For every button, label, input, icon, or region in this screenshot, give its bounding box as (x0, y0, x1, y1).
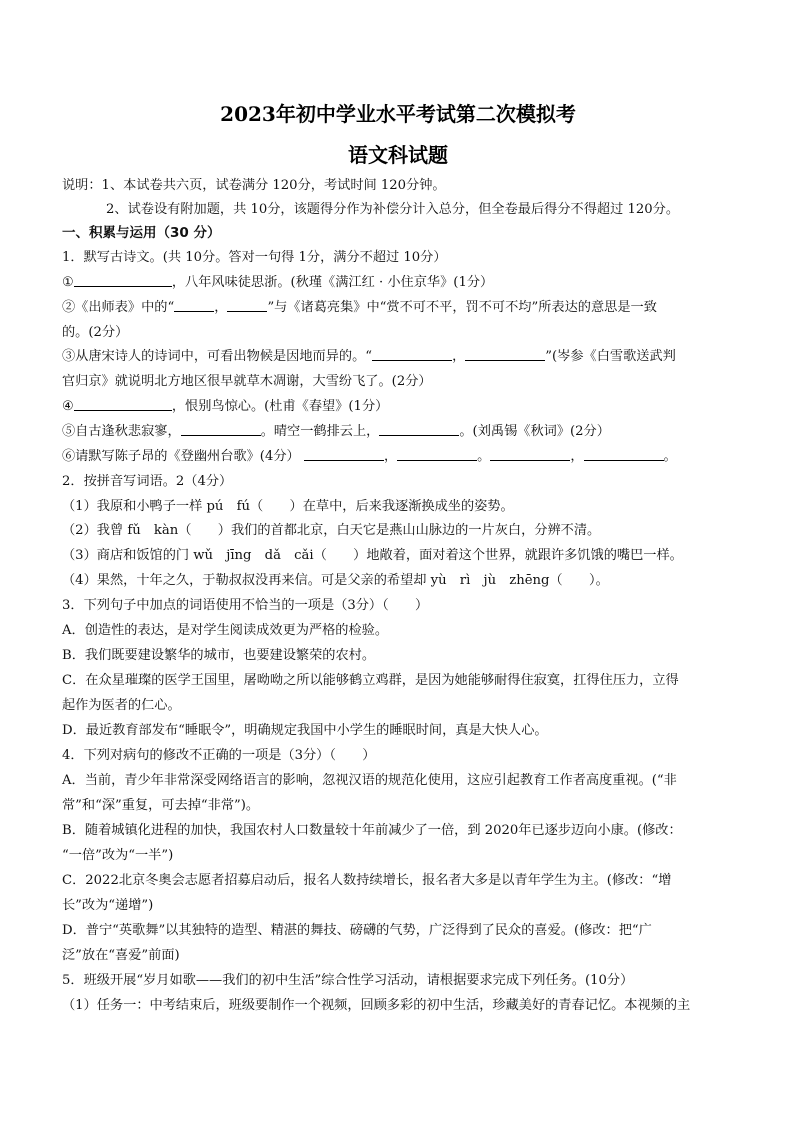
comma: ， (214, 300, 228, 315)
q1-item-4-text: ，恨别鸟惊心。(杜甫《春望》(1分） (171, 399, 389, 414)
answer-blank[interactable] (397, 448, 477, 461)
q1-item-5 (62, 423, 734, 441)
answer-blank[interactable] (465, 348, 545, 361)
q4-option-b: B．随着城镇化进程的加快，我国农村人口数量较十年前减少了一倍，到 2020年已逐步迈向小康。(修改： (62, 823, 682, 838)
q1-item-5-text: ⑤自古逢秋悲寂寥， (62, 424, 181, 439)
q1-item-2-cont: 的。(2分） (62, 325, 129, 340)
q1-item-3-cont: 官归京》就说明北方地区很早就草木凋谢，大雪纷飞了。(2分） (62, 374, 432, 389)
q1-item-3 (62, 348, 734, 366)
q4-option-b-cont: “一倍”改为“一半”) (62, 848, 174, 863)
answer-blank[interactable] (584, 448, 664, 461)
q1-item-1-num: ① (62, 275, 74, 290)
q1-item-6-text: ⑥请默写陈子昂的《登幽州台歌》(4分） (62, 449, 300, 464)
answer-blank[interactable] (74, 398, 172, 411)
comma: ， (452, 349, 466, 364)
q2-item-3: （3）商店和饭馆的门 wǔ jīng dǎ cǎi（ ）地敞着，面对着这个世界，就跟许多饥饿的嘴巴一样。 (62, 548, 683, 563)
note-2: 2、试卷设有附加题，共 10分，该题得分作为补偿分计入总分，但全卷最后得分不得超过 120分。 (106, 202, 680, 217)
q1-item-5-text-mid: 。晴空一鹤排云上， (260, 424, 380, 439)
q5-task-1: （1）任务一：中考结束后，班级要制作一个视频，回顾多彩的初中生活，珍藏美好的青春记忆。本视频的主 (62, 998, 691, 1013)
comma: ， (570, 449, 584, 464)
answer-blank[interactable] (304, 448, 384, 461)
answer-blank[interactable] (227, 299, 267, 312)
q4-option-c: C．2022北京冬奥会志愿者招募启动后，报名人数持续增长，报名者大多是以青年学生为主。(修改：“增 (62, 873, 672, 888)
q1-item-1-text: ，八年风味徒思浙。(秋瑾《满江红 · 小住京华》(1分） (171, 275, 494, 290)
q4-stem: 4．下列对病句的修改不正确的一项是（3分）（ ） (62, 748, 376, 763)
answer-blank[interactable] (74, 274, 172, 287)
q1-stem: 1．默写古诗文。(共 10分。答对一句得 1分，满分不超过 10分） (62, 250, 447, 265)
q1-item-3-text-end: ”(岑参《白雪歌送武判 (545, 349, 676, 364)
q1-item-5-text-end: 。(刘禹锡《秋词》(2分） (459, 424, 610, 439)
note-1: 说明：1、本试卷共六页，试卷满分 120分，考试时间 120分钟。 (62, 178, 446, 193)
q2-stem: 2．按拼音写词语。2（4分） (62, 474, 233, 489)
q1-item-2-text: ②《出师表》中的“ (62, 300, 175, 315)
q2-item-4: （4）果然，十年之久，于勒叔叔没再来信。可是父亲的希望却 yù rì jù zhēng（ ）。 (62, 573, 609, 588)
q1-item-6 (62, 448, 734, 466)
q4-option-d: D．普宁“英歌舞”以其独特的造型、精湛的舞技、磅礴的气势，广泛得到了民众的喜爱。(修改：把“广 (62, 923, 652, 938)
q4-option-a-cont: 常”和“深”重复，可去掉“非常”)。 (62, 798, 260, 813)
q5-stem: 5．班级开展“岁月如歌——我们的初中生活”综合性学习活动，请根据要求完成下列任务。(10分） (62, 973, 634, 988)
answer-blank[interactable] (490, 448, 570, 461)
q3-option-c: C．在众星璀璨的医学王国里，屠呦呦之所以能够鹤立鸡群，是因为她能够耐得住寂寞，扛得住压力，立得 (62, 673, 679, 688)
q3-option-b: B．我们既要建设繁华的城市，也要建设繁荣的农村。 (62, 648, 376, 663)
section-heading: 一、积累与运用（30 分） (62, 225, 221, 241)
q2-item-1: （1）我原和小鸭子一样 pú fú（ ）在草中，后来我逐渐换成坐的姿势。 (62, 499, 514, 514)
q1-item-2 (62, 299, 734, 317)
answer-blank[interactable] (379, 423, 459, 436)
q2-item-2: （2）我曾 fǔ kàn（ ）我们的首都北京，白天它是燕山山脉边的一片灰白，分辨不清。 (62, 523, 601, 538)
answer-blank[interactable] (181, 423, 261, 436)
q1-item-4 (62, 398, 734, 416)
comma: ， (383, 449, 398, 464)
answer-blank[interactable] (174, 299, 214, 312)
q4-option-c-cont: 长”改为“递增”) (62, 898, 154, 913)
q1-item-3-text: ③从唐宋诗人的诗词中，可看出物候是因地而异的。“ (62, 349, 373, 364)
exam-subtitle: 语文科试题 (348, 143, 448, 167)
q4-option-a: A．当前，青少年非常深受网络语言的影响，忽视汉语的规范化使用，这应引起教育工作者高度重视。(“非 (62, 773, 677, 788)
q1-item-1 (62, 274, 734, 292)
q3-option-c-cont: 起作为医者的仁心。 (62, 698, 181, 713)
q3-option-a: A．创造性的表达，是对学生阅读成效更为严格的检验。 (62, 623, 389, 638)
period: 。 (477, 449, 491, 464)
answer-blank[interactable] (372, 348, 452, 361)
q3-stem: 3．下列句子中加点的词语使用不恰当的一项是（3分）（ ） (62, 598, 429, 613)
q1-item-4-num: ④ (62, 399, 74, 414)
q3-option-d: D．最近教育部发布“睡眠令”，明确规定我国中小学生的睡眠时间，真是大快人心。 (62, 723, 548, 738)
q1-item-2-text-end: ”与《诸葛亮集》中“赏不可不平，罚不可不均”所表达的意思是一致 (267, 300, 657, 315)
exam-title: 2023年初中学业水平考试第二次模拟考 (220, 102, 576, 126)
q4-option-d-cont: 泛”放在“喜爱”前面) (62, 948, 180, 963)
period: 。 (663, 449, 677, 464)
